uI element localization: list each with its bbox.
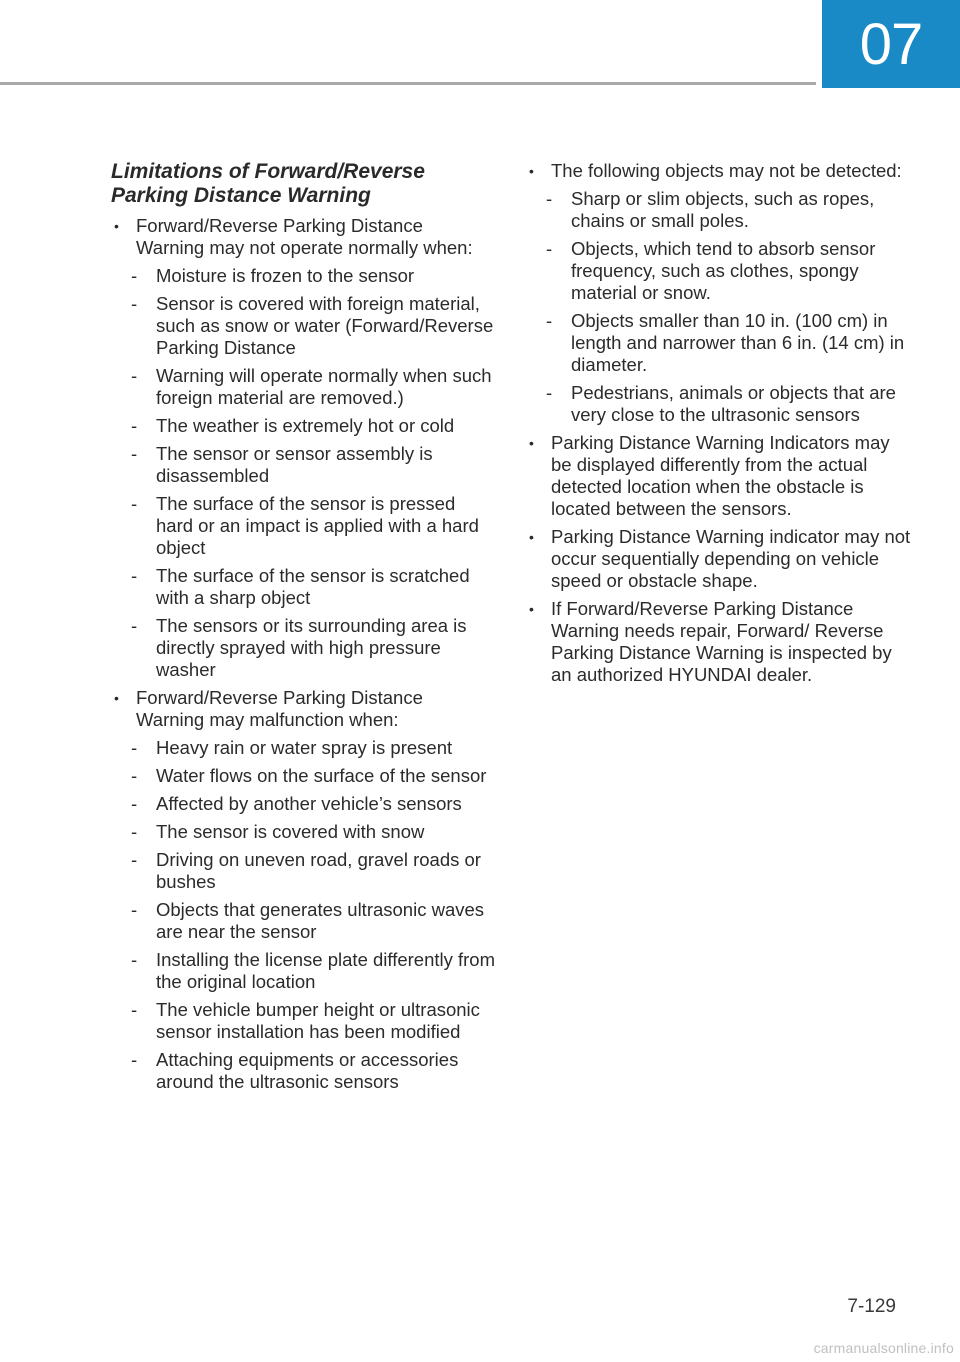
section-title — [111, 160, 496, 208]
sub-list — [526, 188, 911, 426]
sub-item — [111, 493, 496, 559]
sub-item-text: Affected by another vehicle’s sensors — [156, 793, 462, 814]
bullet-text: Parking Distance Warning Indicators may be displayed differently from the actual detected location when the obstacle is located between the sensors. — [551, 432, 890, 519]
sub-item-text: The surface of the sensor is scratched with a sharp object — [156, 565, 470, 608]
dash-marker: - — [131, 793, 138, 814]
sub-item-text: Pedestrians, animals or objects that are very close to the ultrasonic sensors — [571, 382, 896, 425]
watermark-text: carmanualsonline.info — [813, 1340, 954, 1356]
dash-marker: - — [131, 737, 138, 758]
right-column — [526, 160, 911, 692]
sub-item — [111, 999, 496, 1043]
bullet-text: If Forward/Reverse Parking Distance Warning needs repair, Forward/ Reverse Parking Distance Warning is inspected by an authorized HYUNDAI dealer. — [551, 598, 892, 685]
sub-item-text: Objects that generates ultrasonic waves are near the sensor — [156, 899, 485, 942]
sub-item — [111, 293, 496, 359]
sub-item — [111, 821, 496, 843]
bullet-marker: • — [114, 690, 119, 706]
sub-item-text: Installing the license plate differently from the original location — [156, 949, 496, 992]
sub-item — [526, 310, 911, 376]
sub-item — [111, 365, 496, 409]
sub-item-text: Sensor is covered with foreign material, such as snow or water (Forward/Reverse Parking Distance — [156, 293, 494, 358]
sub-item — [111, 1049, 496, 1093]
sub-item — [111, 899, 496, 943]
sub-item — [526, 382, 911, 426]
dash-marker: - — [131, 565, 138, 586]
sub-list — [111, 737, 496, 1093]
bullet-item — [526, 160, 911, 182]
header-rule — [0, 82, 816, 85]
dash-marker: - — [131, 265, 138, 286]
chapter-tab — [822, 0, 960, 88]
sub-item-text: Objects smaller than 10 in. (100 cm) in length and narrower than 6 in. (14 cm) in diameter. — [571, 310, 905, 375]
sub-item — [526, 188, 911, 232]
sub-list — [111, 265, 496, 681]
sub-item — [111, 415, 496, 437]
dash-marker: - — [131, 999, 138, 1020]
section-title-line-2: Parking Distance Warning — [111, 184, 371, 207]
sub-item-text: Objects, which tend to absorb sensor frequency, such as clothes, spongy material or snow. — [571, 238, 876, 303]
bullet-item — [526, 598, 911, 686]
sub-item — [111, 565, 496, 609]
bullet-marker: • — [529, 529, 534, 545]
sub-item-text: Driving on uneven road, gravel roads or bushes — [156, 849, 481, 892]
bullet-item — [111, 687, 496, 731]
sub-item-text: Moisture is frozen to the sensor — [156, 265, 415, 286]
bullet-marker: • — [114, 218, 119, 234]
sub-item-text: The sensor is covered with snow — [156, 821, 425, 842]
dash-marker: - — [131, 615, 138, 636]
bullet-item — [526, 526, 911, 592]
dash-marker: - — [546, 382, 553, 403]
right-bullet-list — [526, 160, 911, 686]
chapter-number: 07 — [859, 11, 923, 77]
sub-item-text: The weather is extremely hot or cold — [156, 415, 455, 436]
dash-marker: - — [131, 949, 138, 970]
sub-item-text: Sharp or slim objects, such as ropes, chains or small poles. — [571, 188, 875, 231]
bullet-item — [526, 432, 911, 520]
page-number: 7-129 — [847, 1296, 896, 1317]
dash-marker: - — [131, 293, 138, 314]
sub-item-text: Heavy rain or water spray is present — [156, 737, 453, 758]
sub-item — [111, 765, 496, 787]
bullet-text: Forward/Reverse Parking Distance Warning may malfunction when: — [136, 687, 423, 730]
sub-item-text: Attaching equipments or accessories around the ultrasonic sensors — [156, 1049, 459, 1092]
sub-item-text: The surface of the sensor is pressed hard or an impact is applied with a hard object — [156, 493, 479, 558]
dash-marker: - — [546, 188, 553, 209]
sub-item — [111, 443, 496, 487]
dash-marker: - — [131, 493, 138, 514]
sub-item-text: The vehicle bumper height or ultrasonic sensor installation has been modified — [156, 999, 480, 1042]
bullet-item — [111, 215, 496, 259]
dash-marker: - — [546, 310, 553, 331]
sub-item-text: Water flows on the surface of the sensor — [156, 765, 487, 786]
bullet-text: Parking Distance Warning indicator may not occur sequentially depending on vehicle speed or obstacle shape. — [551, 526, 911, 591]
left-bullet-list — [111, 215, 496, 1093]
dash-marker: - — [131, 821, 138, 842]
left-column — [111, 160, 496, 1099]
dash-marker: - — [131, 365, 138, 386]
bullet-text: Forward/Reverse Parking Distance Warning may not operate normally when: — [136, 215, 473, 258]
section-title-line-1: Limitations of Forward/Reverse — [111, 160, 425, 183]
sub-item — [111, 737, 496, 759]
sub-item — [526, 238, 911, 304]
sub-item — [111, 615, 496, 681]
dash-marker: - — [546, 238, 553, 259]
dash-marker: - — [131, 765, 138, 786]
dash-marker: - — [131, 415, 138, 436]
bullet-marker: • — [529, 163, 534, 179]
bullet-marker: • — [529, 435, 534, 451]
sub-item-text: Warning will operate normally when such foreign material are removed.) — [156, 365, 492, 408]
dash-marker: - — [131, 849, 138, 870]
sub-item — [111, 793, 496, 815]
bullet-marker: • — [529, 601, 534, 617]
sub-item — [111, 265, 496, 287]
sub-item — [111, 949, 496, 993]
dash-marker: - — [131, 443, 138, 464]
dash-marker: - — [131, 899, 138, 920]
dash-marker: - — [131, 1049, 138, 1070]
bullet-text: The following objects may not be detected: — [551, 160, 902, 181]
sub-item-text: The sensors or its surrounding area is directly sprayed with high pressure washer — [156, 615, 467, 680]
sub-item-text: The sensor or sensor assembly is disassembled — [156, 443, 433, 486]
sub-item — [111, 849, 496, 893]
